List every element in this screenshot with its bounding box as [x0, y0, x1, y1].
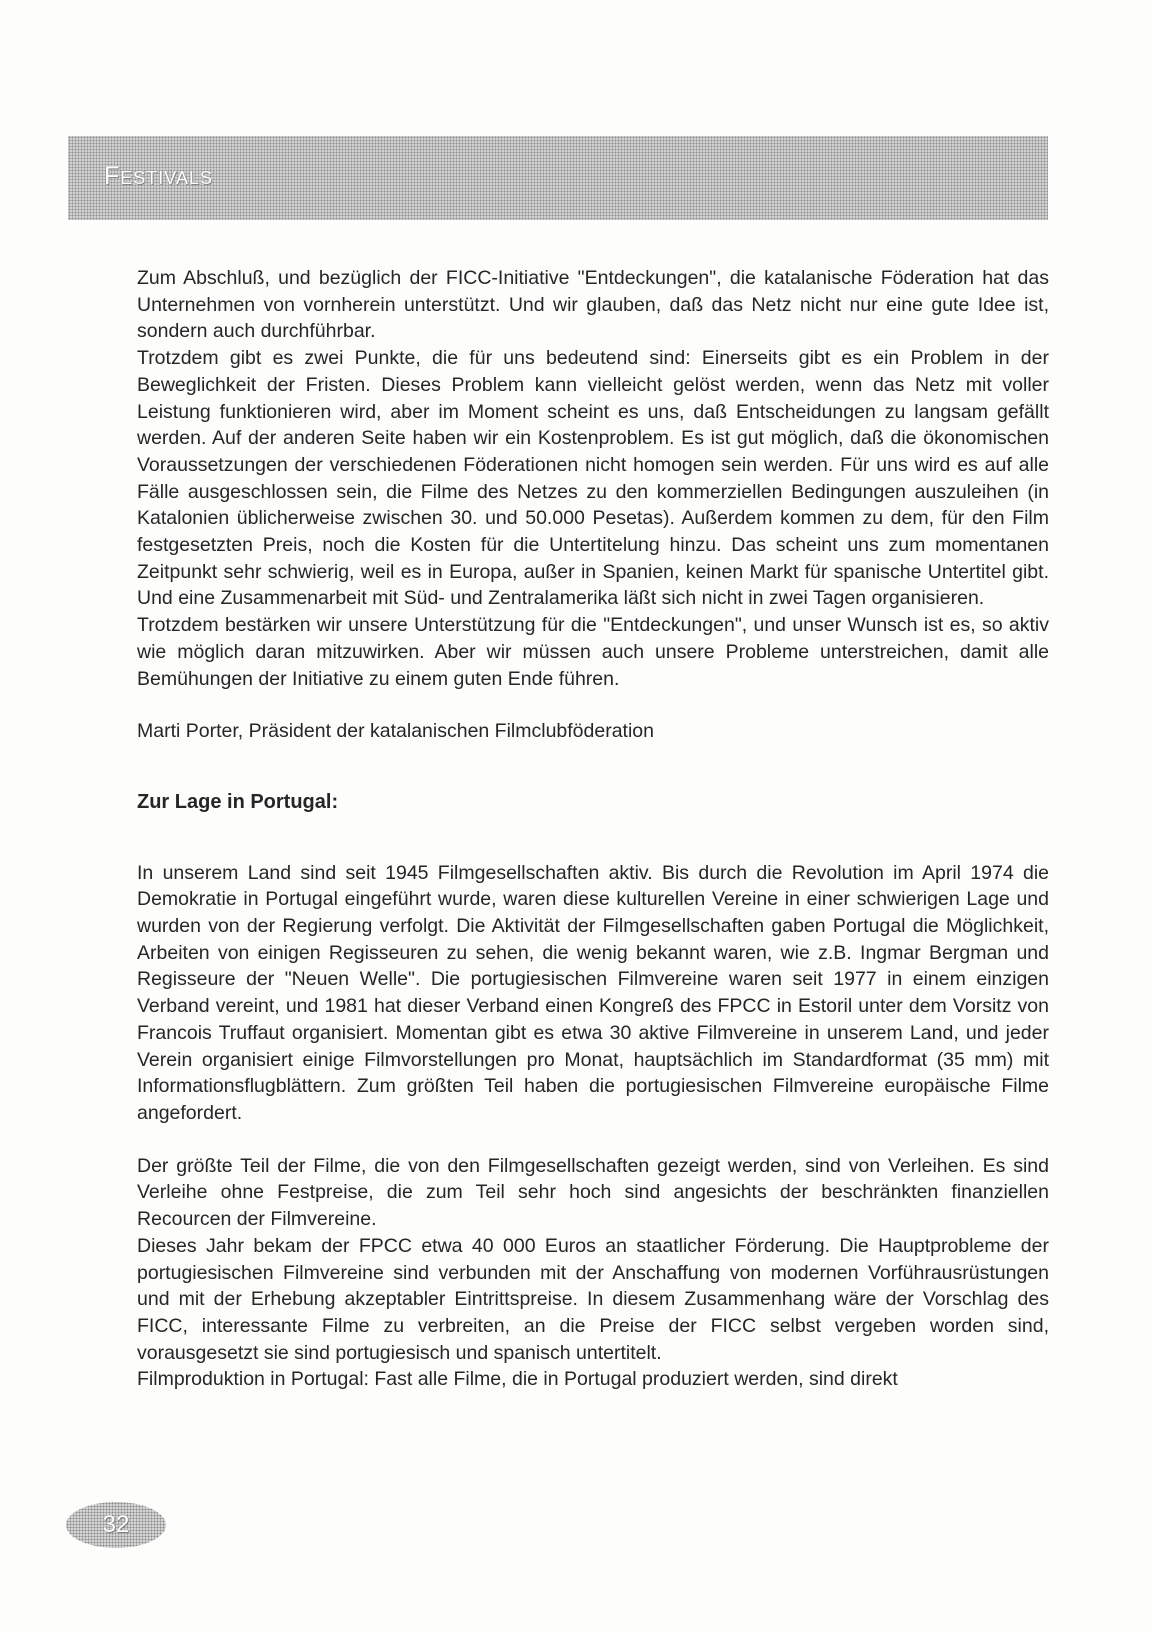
paragraph-production: Filmproduktion in Portugal: Fast alle Filme, die in Portugal produziert werden, sind direkt: [137, 1368, 898, 1391]
paragraph-history: In unserem Land sind seit 1945 Filmgesellschaften aktiv. Bis durch die Revolution im April 1974 die Demokratie in Portugal eingeführt wurde, waren diese kulturellen Vereine in einer schwierigen Lage und wurden von der Regierung verfolgt. Die Aktivität der Filmgesellschaften gaben Portugal die Möglichkeit, Arbeiten von einigen Regisseuren zu sehen, die wenig bekannt waren, wie z.B. Ingmar Bergman und Regisseure der "Neuen Welle". Die portugiesischen Filmvereine waren seit 1977 in einem einzigen Verband vereint, und 1981 hat dieser Verband einen Kongreß des FPCC in Estoril unter dem Vorsitz von Francois Truffaut organisiert. Momentan gibt es etwa 30 aktive Filmvereine in unserem Land, und jeder Verein organisiert einige Filmvorstellungen pro Monat, hauptsächlich im Standardformat (35 mm) mit Informationsflugblättern. Zum größten Teil haben die portugiesischen Filmvereine europäische Filme angefordert.: [137, 861, 1049, 1124]
signature-line: Marti Porter, Präsident der katalanischen Filmclubföderation: [137, 720, 654, 743]
page-number: 32: [102, 1511, 130, 1538]
paragraph-distribution: Der größte Teil der Filme, die von den Filmgesellschaften gezeigt werden, sind von Verleihen. Es sind Verleihe ohne Festpreise, die zum Teil sehr hoch sind angesichts der beschränkten finanziellen Recourcen der Filmvereine.: [137, 1154, 1049, 1231]
paragraph-support: Trotzdem bestärken wir unsere Unterstützung für die "Entdeckungen", und unser Wunsch ist es, so aktiv wie möglich daran mitzuwirken. Aber wir müssen auch unsere Probleme unterstreichen, damit alle Bemühungen der Initiative zu einem guten Ende führen.: [137, 614, 1049, 690]
section-heading-portugal: Zur Lage in Portugal:: [137, 790, 339, 813]
spacer: [137, 745, 1049, 789]
spacer: [137, 1127, 1049, 1153]
section-header-band: [68, 136, 1048, 220]
section-title: Festivals: [104, 162, 213, 190]
paragraph-funding: Dieses Jahr bekam der FPCC etwa 40 000 Euros an staatlicher Förderung. Die Hauptprobleme der portugiesischen Filmvereine sind verbunden mit der Anschaffung von modernen Vorführausrüstungen und mit der Erhebung akzeptabler Eintrittspreise. In diesem Zusammenhang wäre der Vorschlag des FICC, interessante Filme zu verbreiten, an die Preise der FICC selbst vergeben worden sind, vorausgesetzt sie sind portugiesisch und spanisch untertitelt.: [137, 1234, 1049, 1364]
article-body: [137, 265, 1049, 1393]
spacer: [137, 816, 1049, 860]
page-number-badge: [66, 1502, 166, 1548]
paragraph-problems: Trotzdem gibt es zwei Punkte, die für uns bedeutend sind: Einerseits gibt es ein Problem in der Beweglichkeit der Fristen. Dieses Problem kann vielleicht gelöst werden, wenn das Netz mit voller Leistung funktionieren wird, aber im Moment scheint es uns, daß Entscheidungen zu langsam gefällt werden. Auf der anderen Seite haben wir ein Kostenproblem. Es ist gut möglich, daß die ökonomischen Voraussetzungen der verschiedenen Föderationen nicht homogen sein werden. Für uns wird es auf alle Fälle ausgeschlossen sein, die Filme des Netzes zu den kommerziellen Bedingungen auszuleihen (in Katalonien üblicherweise zwischen 30. und 50.000 Pesetas). Außerdem kommen zu dem, für den Film festgesetzten Preis, noch die Kosten für die Untertitelung hinzu. Das scheint uns zum momentanen Zeitpunkt sehr schwierig, weil es in Europa, außer in Spanien, keinen Markt für spanische Untertitel gibt. Und eine Zusammenarbeit mit Süd- und Zentralamerika läßt sich nicht in zwei Tagen organisieren.: [137, 347, 1049, 610]
paragraph-conclusion: Zum Abschluß, und bezüglich der FICC-Initiative "Entdeckungen", die katalanische Föderation hat das Unternehmen von vornherein unterstützt. Und wir glauben, daß das Netz nicht nur eine gute Idee ist, sondern auch durchführbar.: [137, 267, 1049, 343]
spacer: [137, 692, 1049, 718]
